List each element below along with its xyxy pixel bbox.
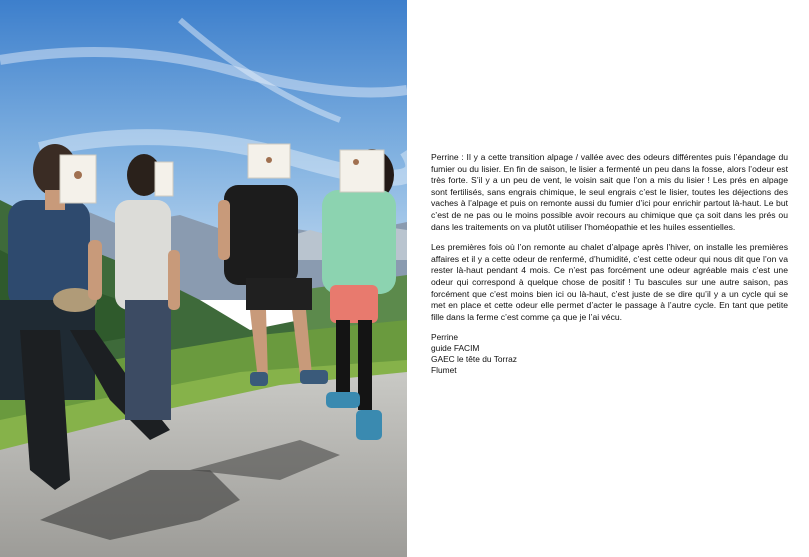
testimony-text xyxy=(431,152,788,376)
signature-role: guide FACIM xyxy=(431,343,480,354)
signature-place: Flumet xyxy=(431,365,457,376)
signature xyxy=(431,332,788,376)
paragraph-1: Perrine : Il y a cette transition alpage / vallée avec des odeurs différentes puis l’épandage du fumier ou du lisier. En fin de saison, le lisier a fermenté un peu dans la fosse, alors l’odeur est très forte. S’il y a un peu de vent, le voisin sait que l’on a mis du lisier ! Les prés en alpage sont fertilisés, sans engrais chimique, le seul engrais c’est le lisier, toutes les déjections des vaches à l’alpage et puis on remonte aussi du fumier d’ici pour enrichir partout là-haut. Le but c’est de ne pas ou le moins possible avoir recours au chimique que ça soit dans les prés ou dans les traitements on va plutôt utiliser l’homéopathie et les huiles essentielles. xyxy=(431,152,788,232)
paragraph-2: Les premières fois où l’on remonte au chalet d’alpage après l’hiver, on installe les premières affaires et il y a cette odeur de renfermé, d’humidité, c’est cette odeur qui nous dit que l’on va rester là-haut pendant 4 mois. Ce n’est pas forcément une odeur agréable mais c’est une odeur qui correspond à quelque chose de positif ! Tu bascules sur une autre saison, pas forcément que c’est moins bien ici ou là-haut, c’est juste de se dire qu’il y a un cycle qui se met en place et cette odeur elle permet d’acter le passage à l’autre cycle. En tant que petite fille dans la ferme c’est comme ça que je l’ai vécu. xyxy=(431,242,788,322)
signature-farm: GAEC le tête du Torraz xyxy=(431,354,517,365)
signature-name: Perrine xyxy=(431,332,458,343)
